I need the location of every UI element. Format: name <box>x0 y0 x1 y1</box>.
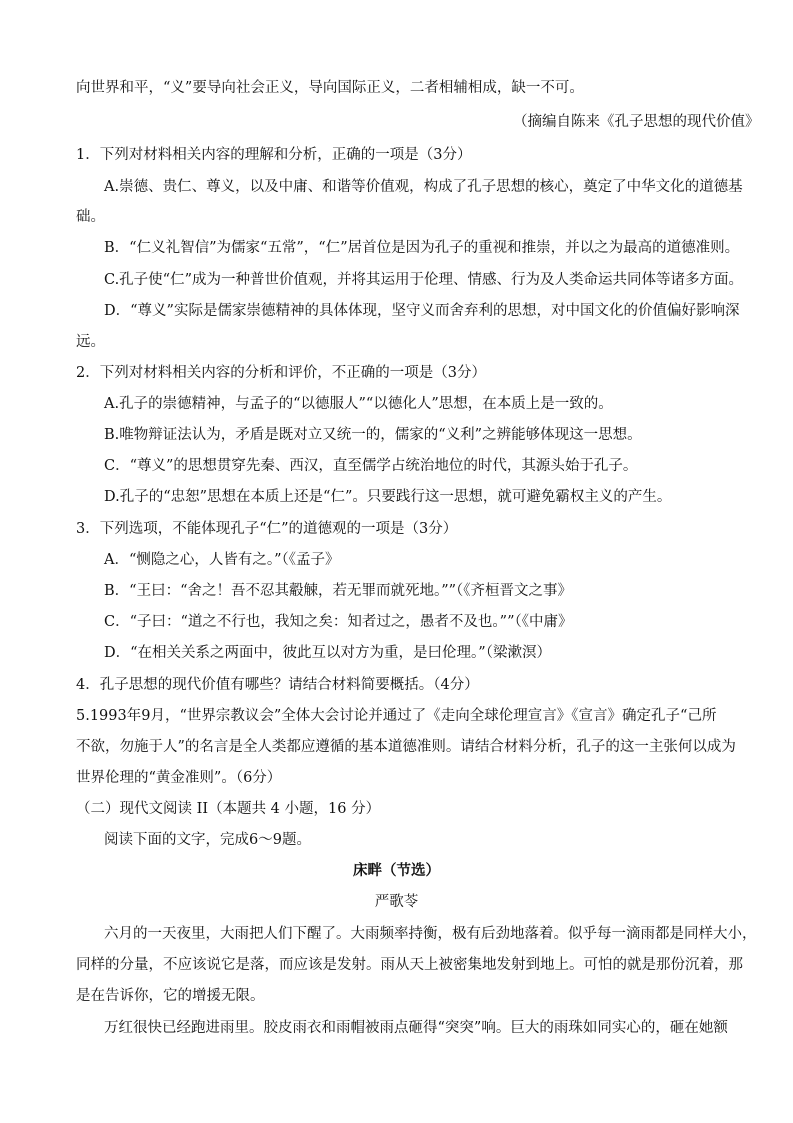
reading-instruction: 阅读下面的文字，完成6～9题。 <box>104 832 311 848</box>
question-1-option: D．“尊义”实际是儒家崇德精神的具体体现，坚守义而舍弃利的思想，对中国文化的价值偏好影响深 <box>104 303 740 319</box>
section-header: （二）现代文阅读 II（本题共 4 小题，16 分） <box>76 801 381 817</box>
question-1-option: B．“仁义礼智信”为儒家“五常”，“仁”居首位是因为孔子的重视和推崇，并以之为最高的道德准则。 <box>104 240 740 256</box>
question-1-option: A.崇德、贵仁、尊义，以及中庸、和谐等价值观，构成了孔子思想的核心，奠定了中华文化的道德基 <box>104 179 743 195</box>
source-citation: （摘编自陈来《孔子思想的现代价值》 <box>513 114 760 130</box>
question-5-stem: 5.1993年9月，“世界宗教议会”全体大会讨论并通过了《走向全球伦理宣言》《宣言》确定孔子“己所 <box>76 708 717 724</box>
question-3-option: C．“子曰：“道之不行也，我知之矣：知者过之，愚者不及也。””（《中庸》 <box>104 614 573 630</box>
question-2-option: B.唯物辩证法认为，矛盾是既对立又统一的，儒家的“义利”之辨能够体现这一思想。 <box>104 427 642 443</box>
story-paragraph: 同样的分量，不应该说它是落，而应该是发射。雨从天上被密集地发射到地上。可怕的就是那份沉着，那 <box>76 957 743 973</box>
question-2-option: D.孔子的“忠恕”思想在本质上还是“仁”。只要践行这一思想，就可避免霸权主义的产生。 <box>104 489 672 505</box>
story-paragraph: 是在告诉你，它的增援无限。 <box>76 988 265 1004</box>
question-3-option: A．“恻隐之心，人皆有之。”（《孟子》 <box>104 552 340 568</box>
question-1-option: C.孔子使“仁”成为一种普世价值观，并将其运用于伦理、情感、行为及人类命运共同体等诸多方面。 <box>104 272 744 288</box>
question-1-stem: 1．下列对材料相关内容的理解和分析，正确的一项是（3分） <box>76 147 472 163</box>
question-4-stem: 4．孔子思想的现代价值有哪些？请结合材料简要概括。（4分） <box>76 677 479 693</box>
question-5-line: 不欲，勿施于人”的名言是全人类都应遵循的基本道德准则。请结合材料分析，孔子的这一主张何以成为 <box>76 739 736 755</box>
passage-intro: 向世界和平，“义”要导向社会正义，导向国际正义，二者相辅相成，缺一不可。 <box>76 80 584 96</box>
question-3-option: D．“在相关关系之两面中，彼此互以对方为重，是曰伦理。”（梁漱溟） <box>104 645 551 661</box>
question-1-option: 础。 <box>76 209 105 225</box>
story-paragraph: 万红很快已经跑进雨里。胶皮雨衣和雨帽被雨点砸得“突突”响。巨大的雨珠如同实心的，砸在她额 <box>104 1020 728 1036</box>
question-1-option: 远。 <box>76 334 105 350</box>
story-author: 严歌苓 <box>374 894 419 910</box>
question-5-line: 世界伦理的“黄金准则”。（6分） <box>76 770 282 786</box>
story-paragraph: 六月的一天夜里，大雨把人们下醒了。大雨频率持衡，极有后劲地落着。似乎每一滴雨都是同样大小， <box>104 926 757 942</box>
question-2-option: C．“尊义”的思想贯穿先秦、西汉，直至儒学占统治地位的时代，其源头始于孔子。 <box>104 458 638 474</box>
question-3-stem: 3．下列选项，不能体现孔子“仁”的道德观的一项是（3分） <box>76 521 458 537</box>
story-title: 床畔（节选） <box>353 862 440 879</box>
question-3-option: B．“王曰：“舍之！吾不忍其觳觫，若无罪而就死地。””（《齐桓晋文之事》 <box>104 583 573 599</box>
question-2-option: A.孔子的崇德精神，与孟子的“以德服人”“以德化人”思想，在本质上是一致的。 <box>104 396 613 412</box>
question-2-stem: 2．下列对材料相关内容的分析和评价，不正确的一项是（3分） <box>76 365 486 381</box>
